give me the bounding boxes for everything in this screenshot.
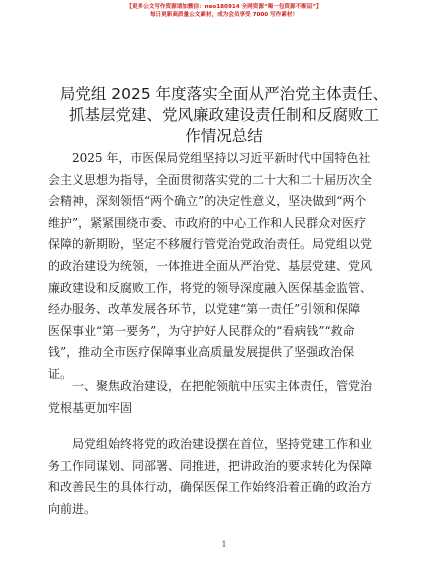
paragraph-line: 局党组始终将党的政治建设摆在首位，坚持党建工作和业	[72, 437, 373, 451]
document-title-line: 抓基层党建、党风廉政建设责任制和反腐败工	[68, 106, 379, 124]
paragraph-line: 维护”，紧紧围绕市委、市政府的中心工作和人民群众对医疗	[48, 215, 367, 230]
paragraph-line: 保障的新期盼，坚定不移履行管党治党政治责任。局党组以党	[48, 237, 373, 252]
paragraph-line: 钱”，推动全市医疗保障事业高质量发展提供了坚强政治保	[48, 345, 355, 360]
paragraph-line: 向前进。	[48, 501, 97, 516]
document-title	[40, 84, 408, 147]
promo-banner-line-2: 每日更新高质量公文素材，成为会员享受 7000 写作素材！	[149, 12, 299, 18]
paragraph-line: 会主义思想为指导，全面贯彻落实党的二十大和二十届历次全	[48, 172, 373, 187]
document-title-line: 局党组 2025 年度落实全面从严治党主体责任、	[59, 85, 389, 103]
page-number: 1	[221, 540, 227, 549]
paragraph-line: 医保事业“第一要务”，为守护好人民群众的“看病钱”“救命	[48, 323, 355, 338]
paragraph-line: 经办服务、改革发展各环节，以党建“第一责任”引领和保障	[48, 302, 361, 317]
section-heading-1	[48, 376, 400, 419]
promo-banner	[0, 3, 448, 19]
paragraph-line: 廉政建设和反腐败工作，将党的领导深度融入医保基金监管、	[48, 280, 373, 295]
paragraph-line: 证。	[48, 366, 73, 381]
heading-line: 一、聚焦政治建设，在把舵领航中压实主体责任，管党治	[72, 379, 373, 393]
heading-line: 党根基更加牢固	[48, 400, 133, 415]
document-title-line: 作情况总结	[185, 127, 263, 145]
paragraph-line: 会精神，深刻领悟“两个确立”的决定性意义，坚决做到“两个	[48, 194, 367, 209]
paragraph-line: 2025 年，市医保局党组坚持以习近平新时代中国特色社	[72, 151, 371, 165]
paragraph-line: 务工作同谋划、同部署、同推进，把讲政治的要求转化为保障	[48, 458, 373, 473]
paragraph-intro	[48, 148, 400, 386]
paragraph-section-1	[48, 434, 400, 520]
paragraph-line: 和改善民生的具体行动，确保医保工作始终沿着正确的政治方	[48, 480, 373, 495]
paragraph-line: 的政治建设为统领，一体推进全面从严治党、基层党建、党风	[48, 258, 373, 273]
promo-banner-line-1: 【更多公文写作资源请加微信：neo180914 全网资源“喝一包资源不断层”】	[126, 4, 322, 10]
